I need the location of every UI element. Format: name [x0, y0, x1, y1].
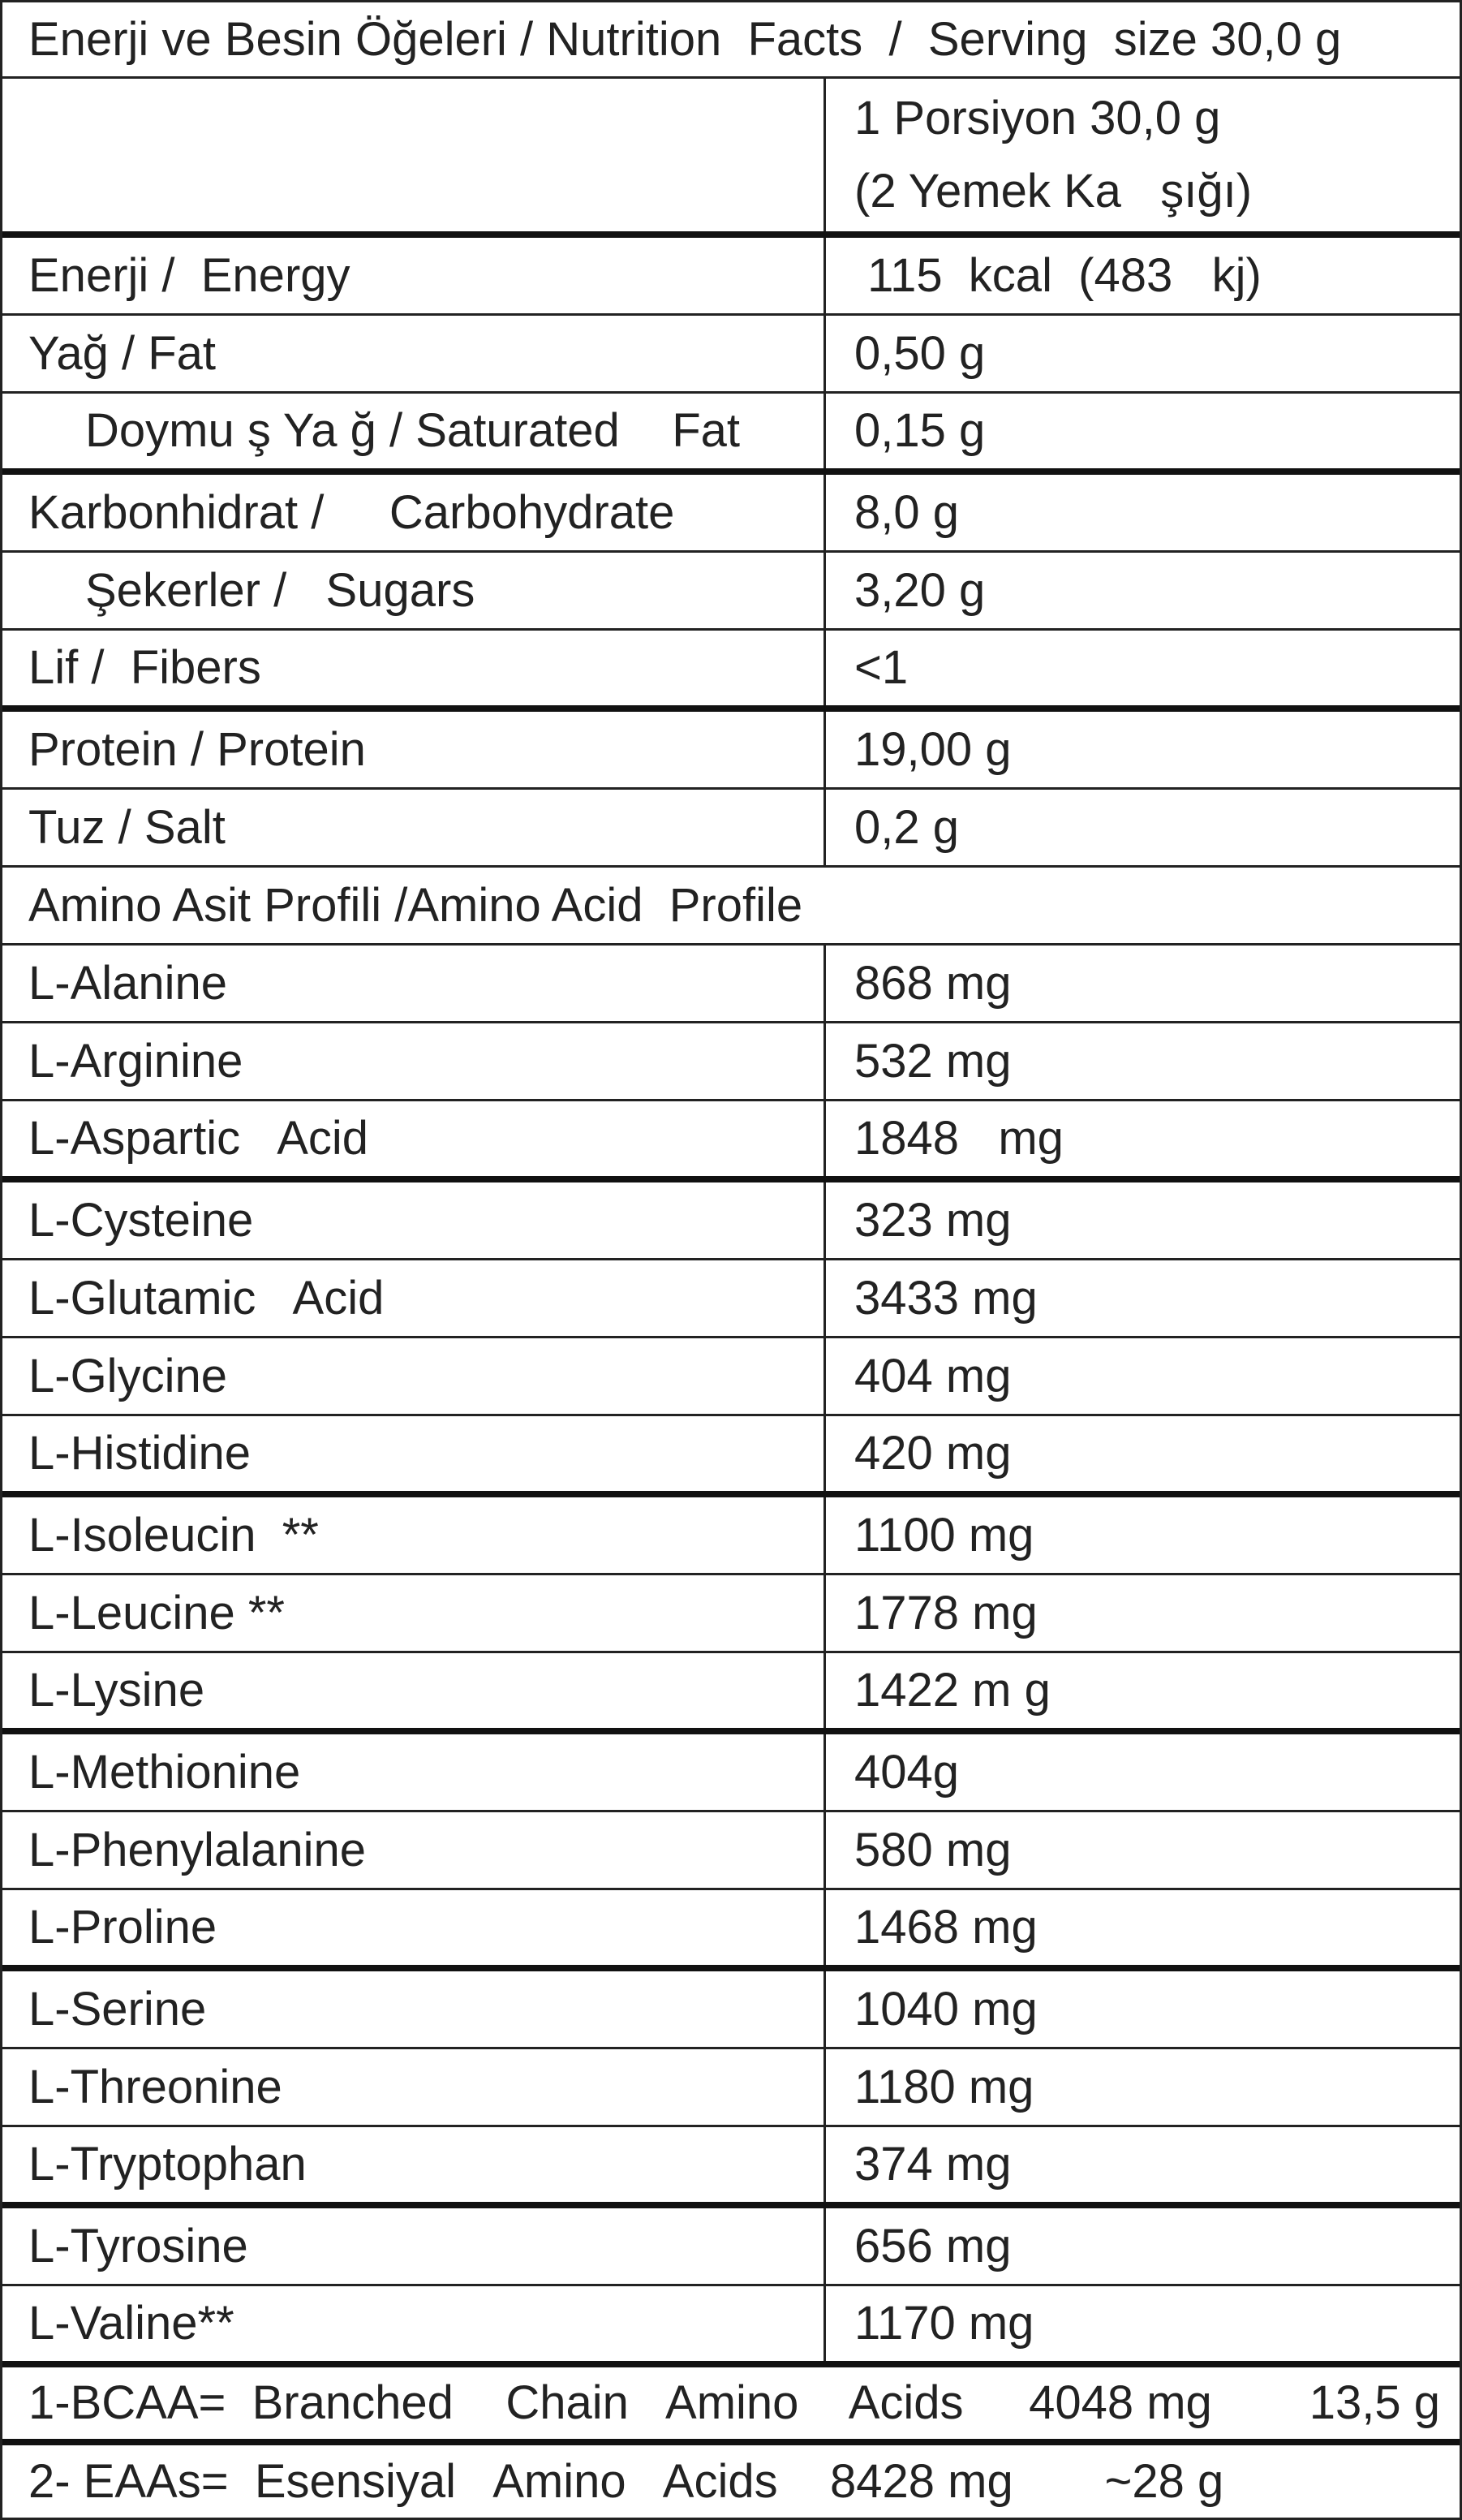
- amino-acid-row: [2, 1734, 1460, 1812]
- amino-acid-row: [2, 1653, 1460, 1734]
- amino-acid-row: [2, 946, 1460, 1023]
- nutrient-value: 8,0 g: [854, 485, 959, 539]
- column-divider: [823, 790, 826, 865]
- amino-acid-section-header: [2, 868, 1460, 946]
- amino-acid-value: 404g: [854, 1745, 960, 1798]
- amino-acid-row: [2, 2049, 1460, 2127]
- amino-acid-value: 868 mg: [854, 956, 1012, 1010]
- amino-acid-value: 1848 mg: [854, 1112, 1064, 1165]
- eaa-footnote-row: [2, 2445, 1460, 2518]
- amino-acid-value: 532 mg: [854, 1034, 1012, 1088]
- column-divider: [823, 79, 826, 231]
- bcaa-total: 13,5 g: [1309, 2376, 1440, 2429]
- column-divider: [823, 1575, 826, 1651]
- amino-acid-label: L-Aspartic Acid: [28, 1112, 369, 1165]
- amino-acid-label: L-Glycine: [28, 1349, 227, 1402]
- column-divider: [823, 1023, 826, 1099]
- nutrient-row-saturated-fat: [2, 394, 1460, 475]
- amino-acid-section-title: Amino Asit Profili /Amino Acid Profile: [28, 878, 803, 932]
- nutrient-value: 19,00 g: [854, 722, 1012, 776]
- nutrient-row-fibers: [2, 631, 1460, 712]
- column-divider: [823, 2049, 826, 2125]
- amino-acid-label: L-Alanine: [28, 956, 228, 1010]
- amino-acid-value: 3433 mg: [854, 1271, 1038, 1325]
- amino-acid-row: [2, 1971, 1460, 2049]
- nutrition-facts-title: Enerji ve Besin Öğeleri / Nutrition Facts / Serving size 30,0 g: [28, 12, 1342, 66]
- column-divider: [823, 1101, 826, 1176]
- column-divider: [823, 946, 826, 1021]
- nutrient-label: Doymu ş Ya ğ / Saturated Fat: [85, 404, 741, 457]
- bcaa-footnote-row: [2, 2367, 1460, 2445]
- amino-acid-label: L-Threonine: [28, 2060, 282, 2113]
- nutrition-facts-header: [2, 2, 1460, 79]
- portion-size: [854, 79, 1443, 231]
- amino-acid-row: [2, 1497, 1460, 1575]
- nutrient-label: Lif / Fibers: [28, 641, 261, 694]
- amino-acid-label: L-Glutamic Acid: [28, 1271, 385, 1325]
- nutrient-value: 0,15 g: [854, 404, 986, 457]
- amino-acid-label: L-Histidine: [28, 1427, 251, 1480]
- column-divider: [823, 1734, 826, 1810]
- column-divider: [823, 475, 826, 550]
- nutrient-row-fat: [2, 316, 1460, 394]
- column-divider: [823, 1812, 826, 1888]
- eaa-footnote: 2- EAAs= Esensiyal Amino Acids 8428 mg ~28 g: [28, 2454, 1224, 2508]
- amino-acid-value: 323 mg: [854, 1193, 1012, 1247]
- amino-acid-row: [2, 1575, 1460, 1653]
- column-divider: [823, 2127, 826, 2202]
- amino-acid-label: L-Tyrosine: [28, 2219, 248, 2272]
- amino-acid-value: 1778 mg: [854, 1586, 1038, 1639]
- amino-acid-label: L-Isoleucin **: [28, 1508, 319, 1562]
- column-divider: [823, 553, 826, 628]
- nutrient-value: 3,20 g: [854, 563, 986, 617]
- column-divider: [823, 1182, 826, 1258]
- nutrient-row-salt: [2, 790, 1460, 868]
- nutrient-label: Enerji / Energy: [28, 248, 350, 302]
- amino-acid-row: [2, 1812, 1460, 1890]
- amino-acid-label: L-Lysine: [28, 1664, 205, 1717]
- amino-acid-value: 656 mg: [854, 2219, 1012, 2272]
- nutrient-row-energy: [2, 238, 1460, 316]
- portion-size-line-2: (2 Yemek Ka şığı): [854, 165, 1253, 218]
- amino-acid-row: [2, 1023, 1460, 1101]
- amino-acid-label: L-Phenylalanine: [28, 1823, 366, 1876]
- amino-acid-value: 580 mg: [854, 1823, 1012, 1876]
- nutrient-label: Yağ / Fat: [28, 326, 217, 380]
- column-divider: [823, 1653, 826, 1728]
- nutrient-label: Tuz / Salt: [28, 800, 226, 854]
- portion-size-line-1: 1 Porsiyon 30,0 g: [854, 92, 1221, 145]
- amino-acid-row: [2, 1416, 1460, 1497]
- nutrient-label: Şekerler / Sugars: [85, 563, 475, 617]
- amino-acid-row: [2, 2127, 1460, 2208]
- amino-acid-row: [2, 1101, 1460, 1182]
- portion-header-row: [2, 79, 1460, 238]
- column-divider: [823, 1890, 826, 1965]
- amino-acid-value: 1180 mg: [854, 2060, 1034, 2113]
- nutrient-value: 0,50 g: [854, 326, 986, 380]
- column-divider: [823, 712, 826, 787]
- column-divider: [823, 2286, 826, 2361]
- amino-acid-row: [2, 1338, 1460, 1416]
- amino-acid-label: L-Arginine: [28, 1034, 243, 1088]
- amino-acid-label: L-Valine**: [28, 2297, 234, 2350]
- amino-acid-row: [2, 2208, 1460, 2286]
- column-divider: [823, 1260, 826, 1336]
- amino-acid-value: 404 mg: [854, 1349, 1012, 1402]
- amino-acid-value: 1040 mg: [854, 1982, 1038, 2035]
- amino-acid-row: [2, 1182, 1460, 1260]
- nutrient-value: <1: [854, 641, 909, 694]
- column-divider: [823, 631, 826, 705]
- nutrient-label: Karbonhidrat / Carbohydrate: [28, 485, 675, 539]
- amino-acid-row: [2, 2286, 1460, 2367]
- nutrient-row-carbohydrate: [2, 475, 1460, 553]
- column-divider: [823, 1497, 826, 1573]
- column-divider: [823, 238, 826, 313]
- amino-acid-label: L-Tryptophan: [28, 2138, 307, 2190]
- amino-acid-value: 1468 mg: [854, 1901, 1038, 1954]
- nutrient-value: 115 kcal (483 kj): [854, 248, 1262, 302]
- amino-acid-value: 1422 m g: [854, 1664, 1051, 1717]
- column-divider: [823, 316, 826, 391]
- column-divider: [823, 1338, 826, 1414]
- amino-acid-value: 420 mg: [854, 1427, 1012, 1480]
- amino-acid-label: L-Methionine: [28, 1745, 301, 1798]
- column-divider: [823, 1416, 826, 1491]
- nutrient-value: 0,2 g: [854, 800, 959, 854]
- amino-acid-label: L-Proline: [28, 1901, 217, 1954]
- nutrient-row-protein: [2, 712, 1460, 790]
- amino-acid-row: [2, 1260, 1460, 1338]
- amino-acid-row: [2, 1890, 1460, 1971]
- amino-acid-label: L-Serine: [28, 1982, 207, 2035]
- column-divider: [823, 2208, 826, 2284]
- amino-acid-label: L-Leucine **: [28, 1586, 285, 1639]
- amino-acid-value: 1170 mg: [854, 2297, 1034, 2350]
- nutrient-row-sugars: [2, 553, 1460, 631]
- column-divider: [823, 1971, 826, 2047]
- amino-acid-value: 1100 mg: [854, 1508, 1034, 1562]
- nutrient-label: Protein / Protein: [28, 722, 366, 776]
- column-divider: [823, 394, 826, 468]
- bcaa-footnote: 1-BCAA= Branched Chain Amino Acids 4048 mg: [28, 2376, 1212, 2429]
- amino-acid-value: 374 mg: [854, 2138, 1012, 2190]
- amino-acid-label: L-Cysteine: [28, 1193, 254, 1247]
